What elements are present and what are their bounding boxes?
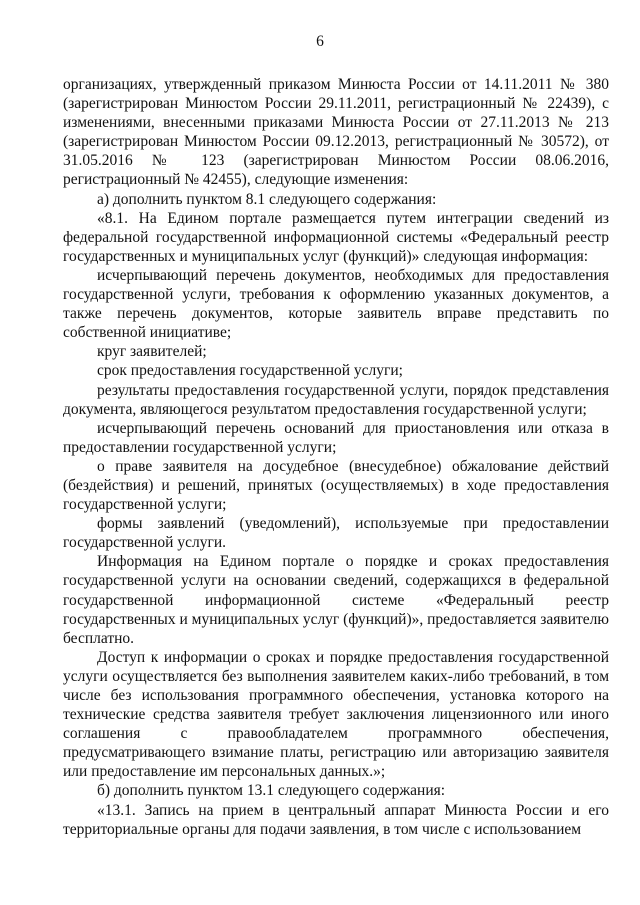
paragraph-clause-13-1: «13.1. Запись на прием в центральный аппарат Минюста России и его территориальные органы для подачи заявления, в том числе с использованием xyxy=(63,801,609,838)
page-number: 6 xyxy=(316,33,324,50)
paragraph-results: результаты предоставления государственной услуги, порядок представления документа, являющегося результатом предоставления государственной услуги; xyxy=(63,381,609,418)
paragraph-free-info: Информация на Едином портале о порядке и сроках предоставления государственной услуги на основании сведений, содержащихся в федеральной государственной информационной системе «Федеральный реестр государственных и муниципальных услуг (функций)», предоставляется заявителю бесплатно. xyxy=(63,553,609,647)
paragraph-access: Доступ к информации о сроках и порядке предоставления государственной услуги осуществляется без выполнения заявителем каких-либо требований, в том числе без использования программного обеспечения, установка которого на технические средства заявителя требует заключения лицензионного или иного соглашения с правообладателем программного обеспечения, предусматривающего взимание платы, регистрацию или авторизацию заявителя или предоставление им персональных данных.»; xyxy=(63,648,609,781)
paragraph-refusal-grounds: исчерпывающий перечень оснований для приостановления или отказа в предоставлении государственной услуги; xyxy=(63,419,609,456)
paragraph-service-term: срок предоставления государственной услуги; xyxy=(97,362,403,380)
paragraph-forms: формы заявлений (уведомлений), используемые при предоставлении государственной услуги. xyxy=(63,515,609,552)
paragraph-documents-list: исчерпывающий перечень документов, необходимых для предоставления государственной услуги, требования к оформлению указанных документов, а также перечень документов, которые заявитель вправе представить по собственной инициативе; xyxy=(63,266,609,342)
paragraph-clause-8-1: «8.1. На Едином портале размещается путем интеграции сведений из федеральной государственной информационной системы «Федеральный реестр государственных и муниципальных услуг (функций)» следующая информация: xyxy=(63,209,609,265)
paragraph-item-b: б) дополнить пунктом 13.1 следующего содержания: xyxy=(97,782,446,800)
paragraph-appeal-right: о праве заявителя на досудебное (внесудебное) обжалование действий (бездействия) и решений, принятых (осуществляемых) в ходе предоставления государственной услуги; xyxy=(63,457,609,514)
paragraph-intro: организациях, утвержденный приказом Минюста России от 14.11.2011 № 380 (зарегистрирован Минюстом России 29.11.2011, регистрационный № 22439), с изменениями, внесенными приказами Минюста России от 27.11.2013 № 213 (зарегистрирован Минюстом России 09.12.2013, регистрационный № 30572), от 31.05.2016 № 123 (зарегистрирован Минюстом России 08.06.2016, регистрационный № 42455), следующие изменения: xyxy=(63,76,609,189)
paragraph-applicants: круг заявителей; xyxy=(97,343,207,361)
paragraph-item-a: а) дополнить пунктом 8.1 следующего содержания: xyxy=(97,190,437,208)
document-body xyxy=(63,75,609,839)
